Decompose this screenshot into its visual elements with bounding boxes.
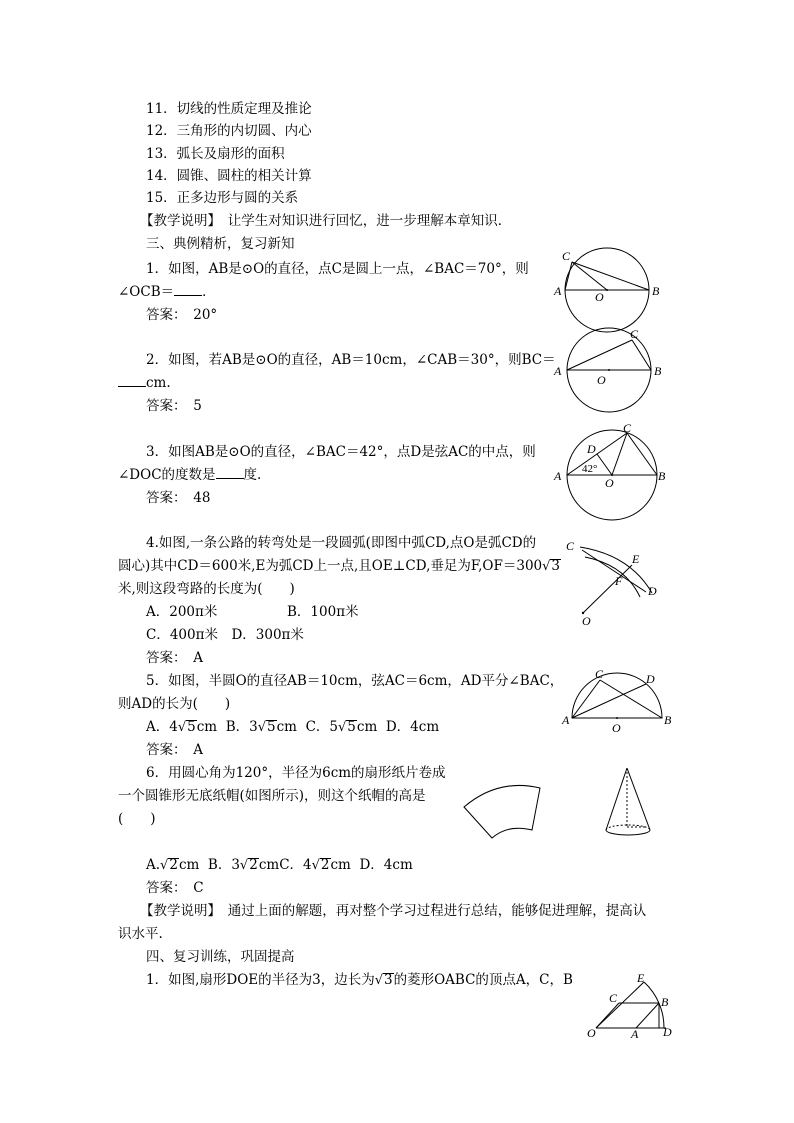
sqrt-icon: √: [239, 858, 249, 873]
label-C: C: [609, 991, 618, 1005]
note-text: 让学生对知识进行回忆，进一步理解本章知识．: [214, 213, 512, 229]
label-B: B: [652, 284, 660, 298]
q5-opt-a: A．4√5cm: [146, 719, 218, 735]
q4-line1: 4.如图,一条公路的转弯处是一段圆弧(即图中弧CD,点O是弧CD的: [146, 535, 537, 551]
q5-opt-c: C．5√5cm: [305, 719, 378, 735]
figure-q2: [552, 328, 662, 413]
label-B: B: [654, 364, 662, 378]
q6-opt-c: C．4√2cm: [279, 857, 351, 873]
sqrt-icon: √: [542, 559, 551, 574]
label-angle: 42°: [582, 463, 598, 475]
q6-opt-b: B．3√2cm: [207, 857, 280, 873]
label-B: B: [661, 995, 669, 1009]
q2-end: cm.: [146, 375, 171, 391]
label-D: D: [646, 672, 655, 686]
q1-text: ∠OCB＝: [118, 284, 175, 300]
label-E: E: [632, 552, 640, 566]
sqrt-icon: √: [311, 858, 320, 873]
q5-options: [146, 718, 439, 737]
q3-line2: [118, 466, 261, 484]
q4-root: 3: [551, 558, 561, 574]
sqrt-icon: √: [374, 973, 384, 988]
label-C: C: [630, 327, 639, 341]
review-item-14: 14．圆锥、圆柱的相关计算: [146, 168, 312, 184]
q5-answer: 答案： A: [146, 742, 203, 758]
q1-line1: 1．如图，AB是⊙O的直径，点C是圆上一点，∠BAC＝70°，则: [146, 261, 529, 277]
q5-opt-b: B．3√5cm: [225, 719, 297, 735]
label-C: C: [623, 421, 632, 435]
label-A: A: [631, 1027, 639, 1041]
review-item-15: 15．正多边形与圆的关系: [146, 190, 299, 206]
label-O: O: [587, 1026, 596, 1040]
figure-q6-cone: [600, 765, 660, 840]
q4-text: 圆心)其中CD＝600米,E为弧CD上一点,且OE⊥CD,垂足为F,OF＝300: [118, 558, 543, 574]
q6-line3: ( ): [118, 811, 156, 827]
label-D: D: [663, 1025, 672, 1039]
q3-answer: 答案： 48: [146, 490, 211, 506]
label-F: F: [615, 574, 623, 588]
label-A: A: [554, 284, 562, 298]
figure-q5: [560, 667, 675, 735]
q2-blank: [118, 374, 146, 387]
sqrt-icon: √: [177, 720, 187, 735]
q4-option-cd: C．400π米 D．300π米: [146, 627, 304, 643]
section3-title: 三、典例精析，复习新知: [146, 236, 295, 252]
q4-line2: [118, 557, 561, 576]
figure-q1: [552, 248, 662, 333]
figure-q4: [560, 535, 675, 627]
section4-title: 四、复习训练，巩固提高: [146, 949, 295, 965]
label-A: A: [554, 469, 562, 483]
note-text: 通过上面的解题，再对整个学习过程进行总结，能够促进理解，提高认: [214, 903, 647, 919]
q1-blank: [174, 283, 202, 296]
label-C: C: [566, 539, 575, 553]
review-item-12: 12．三角形的内切圆、内心: [146, 123, 312, 139]
label-D: D: [587, 442, 596, 456]
q2-answer: 答案： 5: [146, 398, 202, 414]
label-C: C: [595, 667, 604, 681]
sqrt-icon: √: [160, 858, 169, 873]
q3-end: 度.: [243, 467, 262, 483]
figure-q3: [552, 421, 667, 515]
q5-line1: 5．如图，半圆O的直径AB＝10cm，弦AC＝6cm，AD平分∠BAC，: [146, 673, 564, 689]
q5-opt-d: D．4cm: [385, 719, 440, 735]
label-B: B: [664, 713, 672, 727]
q2-line1: 2．如图，若AB是⊙O的直径，AB＝10cm，∠CAB＝30°，则BC＝: [146, 352, 556, 368]
label-O: O: [605, 476, 614, 490]
q4-answer: 答案： A: [146, 650, 203, 666]
q3-blank: [216, 466, 244, 479]
review-item-13: 13．弧长及扇形的面积: [146, 146, 285, 162]
label-O: O: [582, 614, 591, 628]
teaching-note-2-cont: 识水平.: [118, 926, 163, 942]
figure-p1: [584, 970, 679, 1040]
q3-text: ∠DOC的度数是: [118, 467, 216, 483]
q2-line2: [118, 374, 171, 392]
label-A: A: [562, 713, 570, 727]
label-C: C: [562, 249, 571, 263]
q1-line2: [118, 283, 216, 301]
teaching-note-2: [140, 902, 646, 920]
q3-line1: 3．如图AB是⊙O的直径，∠BAC＝42°，点D是弦AC的中点，则: [146, 444, 536, 460]
label-E: E: [637, 971, 645, 985]
p1-line1: 1．如图,扇形DOE的半径为3，边长为√3的菱形OABC的顶点A，C，B: [146, 972, 573, 988]
teaching-note-1: [140, 212, 511, 230]
figure-q6-sector: [458, 782, 548, 844]
note-tag: 【教学说明】: [140, 903, 215, 919]
label-A: A: [554, 364, 562, 378]
label-O: O: [595, 290, 604, 304]
q4-option-a: A．200π米: [146, 604, 218, 620]
q6-line1: 6．用圆心角为120°，半径为6cm的扇形纸片卷成: [146, 765, 446, 781]
label-O: O: [597, 373, 606, 387]
label-D: D: [648, 584, 657, 598]
q6-answer: 答案： C: [146, 880, 204, 896]
label-O: O: [612, 721, 621, 735]
q4-line3: 米,则这段弯路的长度为( ): [118, 581, 295, 597]
review-item-11: 11．切线的性质定理及推论: [146, 101, 312, 117]
q4-option-b: B．100π米: [287, 604, 359, 620]
q5-line2: 则AD的长为( ): [118, 696, 231, 712]
q6-opt-d: D．4cm: [359, 857, 413, 873]
q6-options: [146, 856, 413, 875]
q6-line2: 一个圆锥形无底纸帽(如图所示)，则这个纸帽的高是: [118, 788, 426, 804]
sqrt-icon: √: [257, 720, 267, 735]
q1-end: ．: [202, 284, 216, 300]
sqrt-icon: √: [338, 720, 347, 735]
q1-answer: 答案： 20°: [146, 307, 218, 323]
label-B: B: [658, 469, 666, 483]
note-tag: 【教学说明】: [140, 213, 215, 229]
q6-opt-a: A.√2cm: [146, 857, 200, 873]
